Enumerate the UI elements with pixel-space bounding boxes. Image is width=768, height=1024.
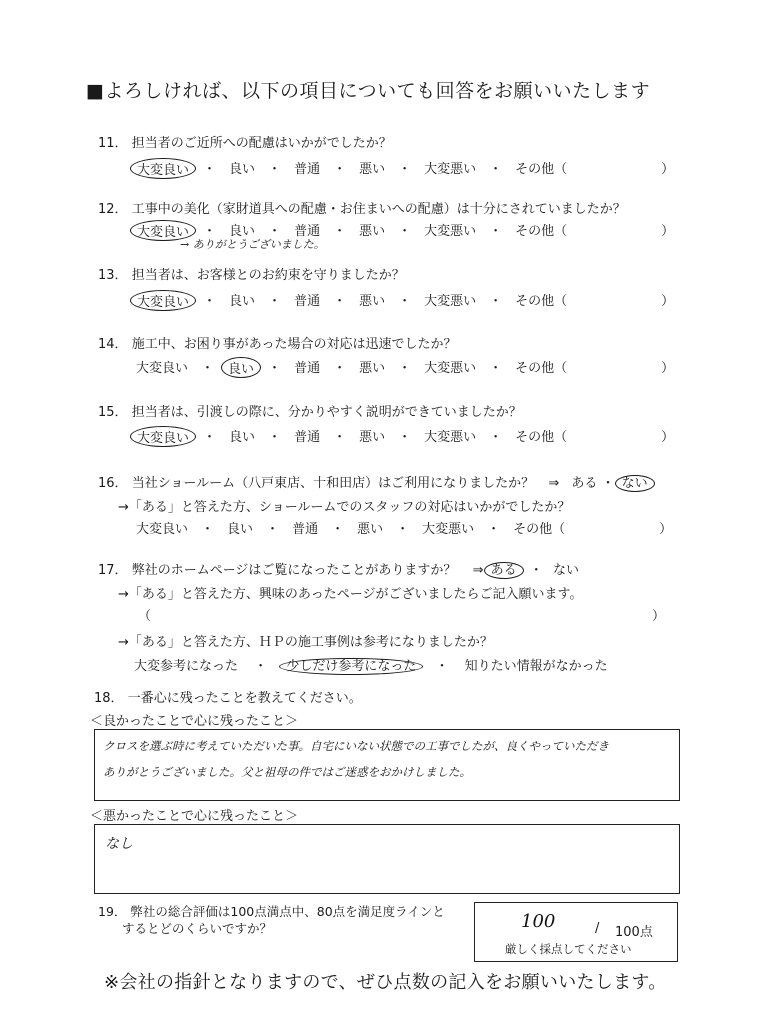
good-label: ＜良かったことで心に残ったこと＞: [90, 714, 299, 729]
score-note: 厳しく採点してください: [505, 942, 632, 956]
score-max: 100点: [615, 925, 653, 940]
question-15: [98, 401, 522, 420]
option-warui[interactable]: 悪い: [359, 294, 386, 309]
bad-answer-box[interactable]: [94, 824, 680, 894]
question-number: 12．: [98, 202, 128, 217]
question-text: 担当者は、引渡しの際に、分かりやすく説明ができていましたか？: [131, 405, 522, 420]
handwritten-note-12: → ありがとうございました。: [180, 238, 325, 251]
good-answer-box[interactable]: [94, 729, 680, 801]
option-yoi[interactable]: 良い: [229, 224, 256, 239]
question-13: [98, 264, 405, 283]
option-futsuu[interactable]: 普通: [294, 224, 321, 239]
option-daihen-warui[interactable]: 大変悪い: [424, 294, 477, 309]
option-aru[interactable]: ある: [484, 562, 524, 579]
question-text: 担当者のご近所への配慮はいかがでしたか？: [131, 136, 392, 151]
option-futsuu[interactable]: 普通: [294, 361, 321, 376]
option-warui[interactable]: 悪い: [357, 522, 384, 537]
arrow-icon: ⇒: [472, 563, 484, 578]
option-daihen-warui[interactable]: 大変悪い: [424, 162, 477, 177]
question-19: [98, 902, 445, 920]
option-warui[interactable]: 悪い: [359, 224, 386, 239]
question-text: 工事中の美化（家財道具への配慮・お住まいへの配慮）は十分にされていましたか？: [131, 202, 626, 217]
question-17-followup-1: →「ある」と答えた方、興味のあったページがございましたらご記入願います。: [118, 587, 583, 602]
option-yoi[interactable]: 良い: [229, 294, 256, 309]
question-17-followup-2: →「ある」と答えた方、ＨＰの施工事例は参考になりましたか？: [118, 635, 493, 650]
score-slash: /: [595, 921, 600, 936]
option-not-helpful[interactable]: 知りたい情報がなかった: [464, 659, 608, 674]
question-number: 15．: [98, 405, 128, 420]
option-daihen-yoi[interactable]: 大変良い: [130, 426, 196, 447]
question-number: 13．: [98, 268, 128, 283]
options-17: [134, 655, 608, 674]
bad-label: ＜悪かったことで心に残ったこと＞: [90, 809, 299, 824]
option-futsuu[interactable]: 普通: [294, 430, 321, 445]
paren-close: ）: [652, 609, 666, 624]
question-17: [98, 559, 579, 578]
options-14: 大変良い ・ 良い ・ 普通 ・ 悪い ・ 大変悪い ・ その他（ ）: [134, 357, 674, 378]
option-futsuu[interactable]: 普通: [292, 522, 319, 537]
page-header: ■よろしければ、以下の項目についても回答をお願いいたします: [86, 80, 651, 102]
question-text: 弊社のホームページはご覧になったことがありますか？: [131, 563, 457, 578]
question-12: [98, 198, 626, 217]
good-answer-line-1: クロスを選ぶ時に考えていただいた事。自宅にいない状態での工事でしたが、良くやっていただき: [103, 739, 609, 753]
score-box[interactable]: [474, 902, 678, 962]
bad-answer-text: なし: [105, 836, 133, 852]
option-futsuu[interactable]: 普通: [294, 294, 321, 309]
paren-close: ）: [661, 294, 675, 309]
option-daihen-yoi[interactable]: 大変良い: [136, 522, 189, 537]
option-somewhat-helpful[interactable]: 少しだけ参考になった: [279, 658, 423, 675]
paren-open: （: [138, 609, 152, 624]
option-daihen-warui[interactable]: 大変悪い: [424, 430, 477, 445]
question-text: 一番心に残ったことを教えてください。: [127, 691, 362, 706]
option-yoi[interactable]: 良い: [229, 430, 256, 445]
option-sonota[interactable]: その他（: [515, 430, 568, 445]
score-value: 100: [521, 911, 556, 932]
option-yoi[interactable]: 良い: [229, 162, 256, 177]
question-text: 施工中、お困り事があった場合の対応は迅速でしたか？: [131, 337, 457, 352]
option-warui[interactable]: 悪い: [359, 162, 386, 177]
paren-close: ）: [659, 522, 673, 537]
paren-close: ）: [661, 162, 675, 177]
question-text: 担当者は、お客様とのお約束を守りましたか？: [131, 268, 405, 283]
arrow-icon: ⇒: [548, 476, 560, 491]
option-warui[interactable]: 悪い: [359, 361, 386, 376]
option-daihen-yoi[interactable]: 大変良い: [130, 220, 196, 241]
option-warui[interactable]: 悪い: [359, 430, 386, 445]
question-14: [98, 333, 457, 352]
separator-dot: ・: [529, 563, 543, 578]
question-16-followup: →「ある」と答えた方、ショールームでのスタッフの対応はいかがでしたか？: [118, 500, 571, 515]
option-sonota[interactable]: その他（: [515, 162, 568, 177]
question-number: 18．: [94, 691, 124, 706]
option-aru[interactable]: ある: [571, 476, 598, 491]
question-text: 当社ショールーム（八戸東店、十和田店）はご利用になりましたか？: [131, 476, 535, 491]
option-futsuu[interactable]: 普通: [294, 162, 321, 177]
option-sonota[interactable]: その他（: [515, 361, 568, 376]
good-answer-line-2: ありがとうございました。父と祖母の件ではご迷惑をおかけしました。: [103, 765, 471, 779]
option-daihen-warui[interactable]: 大変悪い: [424, 361, 477, 376]
question-16: [98, 472, 651, 491]
separator-dot: ・: [435, 659, 449, 674]
option-daihen-yoi[interactable]: 大変良い: [136, 361, 189, 376]
page-footer: ※会社の指針となりますので、ぜひ点数の記入をお願いいたします。: [104, 972, 667, 993]
option-daihen-yoi[interactable]: 大変良い: [130, 158, 196, 179]
option-daihen-warui[interactable]: 大変悪い: [422, 522, 475, 537]
separator-dot: ・: [601, 476, 615, 491]
paren-close: ）: [661, 224, 675, 239]
question-number: 17．: [98, 563, 128, 578]
options-11: 大変良い ・ 良い ・ 普通 ・ 悪い ・ 大変悪い ・ その他（ ）: [134, 158, 674, 179]
paren-close: ）: [661, 430, 675, 445]
option-yoi[interactable]: 良い: [221, 357, 261, 378]
options-15: 大変良い ・ 良い ・ 普通 ・ 悪い ・ 大変悪い ・ その他（ ）: [134, 426, 674, 447]
question-text-line-1: 弊社の総合評価は100点満点中、80点を満足度ラインと: [130, 904, 445, 919]
question-11: [98, 132, 392, 151]
options-16: 大変良い ・ 良い ・ 普通 ・ 悪い ・ 大変悪い ・ その他（ ）: [134, 518, 672, 537]
option-nai[interactable]: ない: [615, 475, 655, 492]
question-number: 19．: [98, 904, 127, 919]
option-daihen-yoi[interactable]: 大変良い: [130, 290, 196, 311]
question-number: 16．: [98, 476, 128, 491]
question-18: [94, 687, 362, 706]
question-text-line-2: するとどのくらいですか？: [122, 921, 273, 936]
separator-dot: ・: [254, 659, 268, 674]
question-number: 11．: [98, 136, 128, 151]
option-daihen-warui[interactable]: 大変悪い: [424, 224, 477, 239]
options-12: 大変良い ・ 良い ・ 普通 ・ 悪い ・ 大変悪い ・ その他（ ）: [134, 220, 674, 241]
option-sonota[interactable]: その他（: [515, 224, 568, 239]
option-sonota[interactable]: その他（: [513, 522, 566, 537]
option-nai[interactable]: ない: [552, 563, 579, 578]
option-very-helpful[interactable]: 大変参考になった: [134, 659, 239, 674]
question-number: 14．: [98, 337, 128, 352]
option-sonota[interactable]: その他（: [515, 294, 568, 309]
options-13: 大変良い ・ 良い ・ 普通 ・ 悪い ・ 大変悪い ・ その他（ ）: [134, 290, 674, 311]
option-yoi[interactable]: 良い: [227, 522, 254, 537]
paren-close: ）: [661, 361, 675, 376]
